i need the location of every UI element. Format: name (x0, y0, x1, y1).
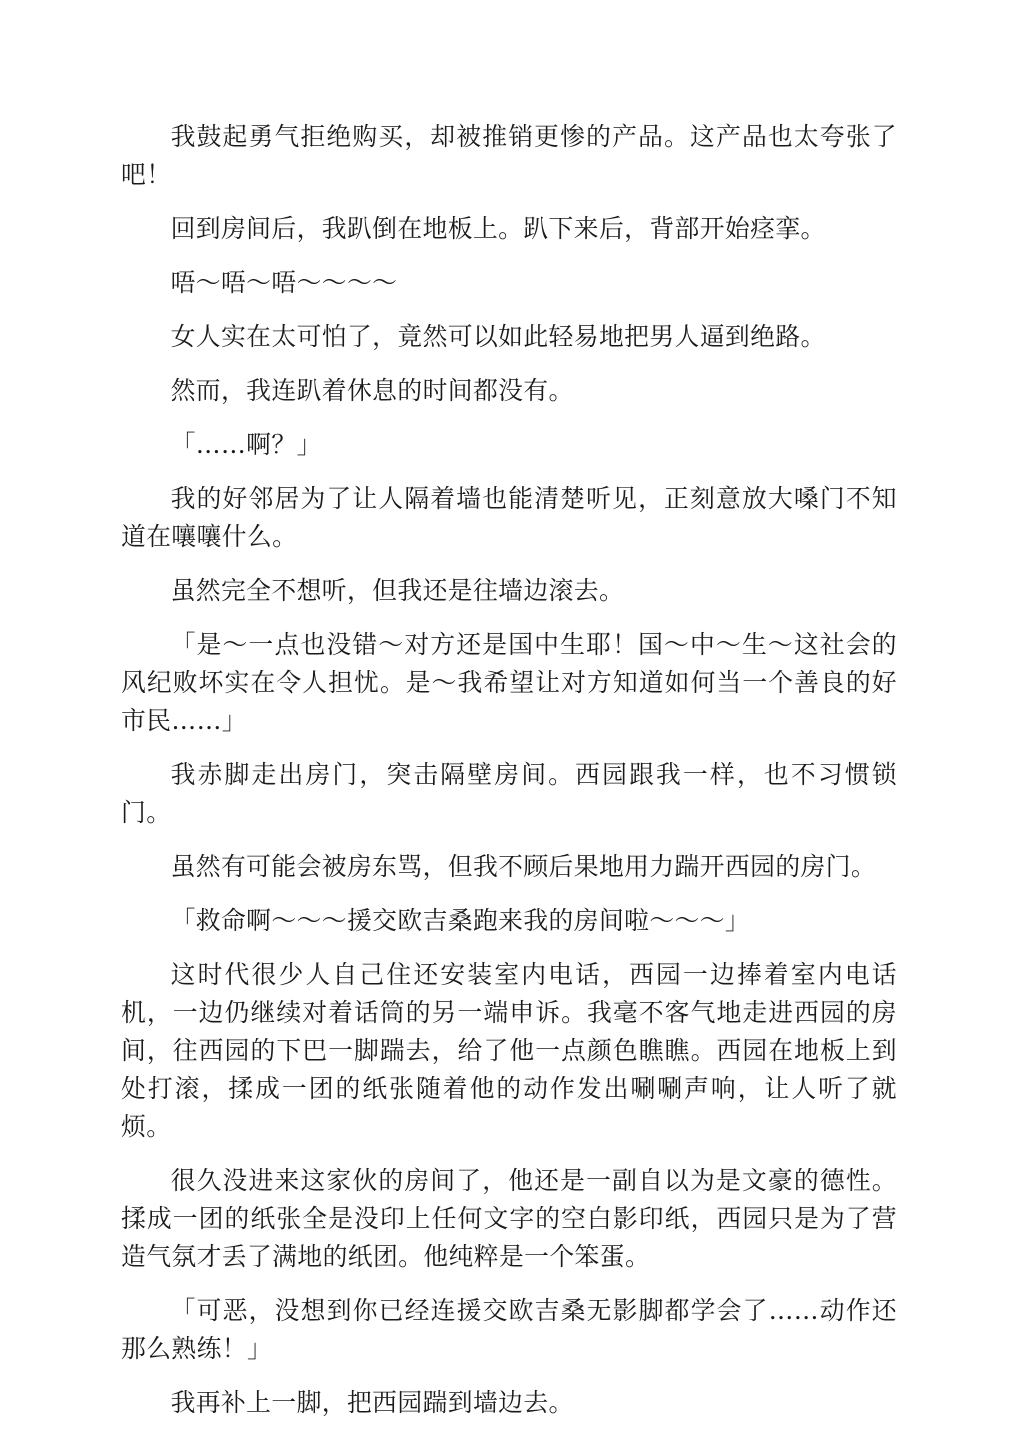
paragraph-14: 很久没进来这家伙的房间了，他还是一副自以为是文豪的德性。揉成一团的纸张全是没印上任何文字的空白影印纸，西园只是为了营造气氛才丢了满地的纸团。他纯粹是一个笨蛋。 (121, 1166, 897, 1271)
paragraph-13: 这时代很少人自己住还安装室内电话，西园一边捧着室内电话机，一边仍继续对着话筒的另一端申诉。我毫不客气地走进西园的房间，往西园的下巴一脚踹去，给了他一点颜色瞧瞧。西园在地板上到处打滚，揉成一团的纸张随着他的动作发出唰唰声响，让人听了就烦。 (121, 960, 897, 1141)
paragraph-8: 虽然完全不想听，但我还是往墙边滚去。 (170, 576, 625, 605)
paragraph-12-dialogue: 「救命啊～～～援交欧吉桑跑来我的房间啦～～～」 (170, 906, 751, 935)
paragraph-10: 我赤脚走出房门，突击隔壁房间。西园跟我一样，也不习惯锁门。 (121, 760, 897, 827)
paragraph-6-dialogue: 「……啊？」 (170, 430, 322, 459)
paragraph-1: 我鼓起勇气拒绝购买，却被推销更惨的产品。这产品也太夸张了吧！ (121, 122, 897, 189)
paragraph-9-dialogue: 「是～一点也没错～对方还是国中生耶！国～中～生～这社会的风纪败坏实在令人担忧。是～我希望让对方知道如何当一个善良的好市民……」 (121, 630, 897, 735)
paragraph-11: 虽然有可能会被房东骂，但我不顾后果地用力踹开西园的房门。 (170, 852, 877, 881)
novel-page-text (121, 118, 897, 1438)
paragraph-4: 女人实在太可怕了，竟然可以如此轻易地把男人逼到绝路。 (170, 322, 826, 351)
paragraph-16: 我再补上一脚，把西园踹到墙边去。 (170, 1388, 574, 1417)
paragraph-15-dialogue: 「可恶，没想到你已经连援交欧吉桑无影脚都学会了……动作还那么熟练！」 (121, 1296, 897, 1363)
paragraph-5: 然而，我连趴着休息的时间都没有。 (170, 376, 574, 405)
paragraph-7: 我的好邻居为了让人隔着墙也能清楚听见，正刻意放大嗓门不知道在嚷嚷什么。 (121, 484, 897, 551)
paragraph-2: 回到房间后，我趴倒在地板上。趴下来后，背部开始痉挛。 (170, 214, 826, 243)
paragraph-3: 唔～唔～唔～～～～ (170, 268, 398, 297)
